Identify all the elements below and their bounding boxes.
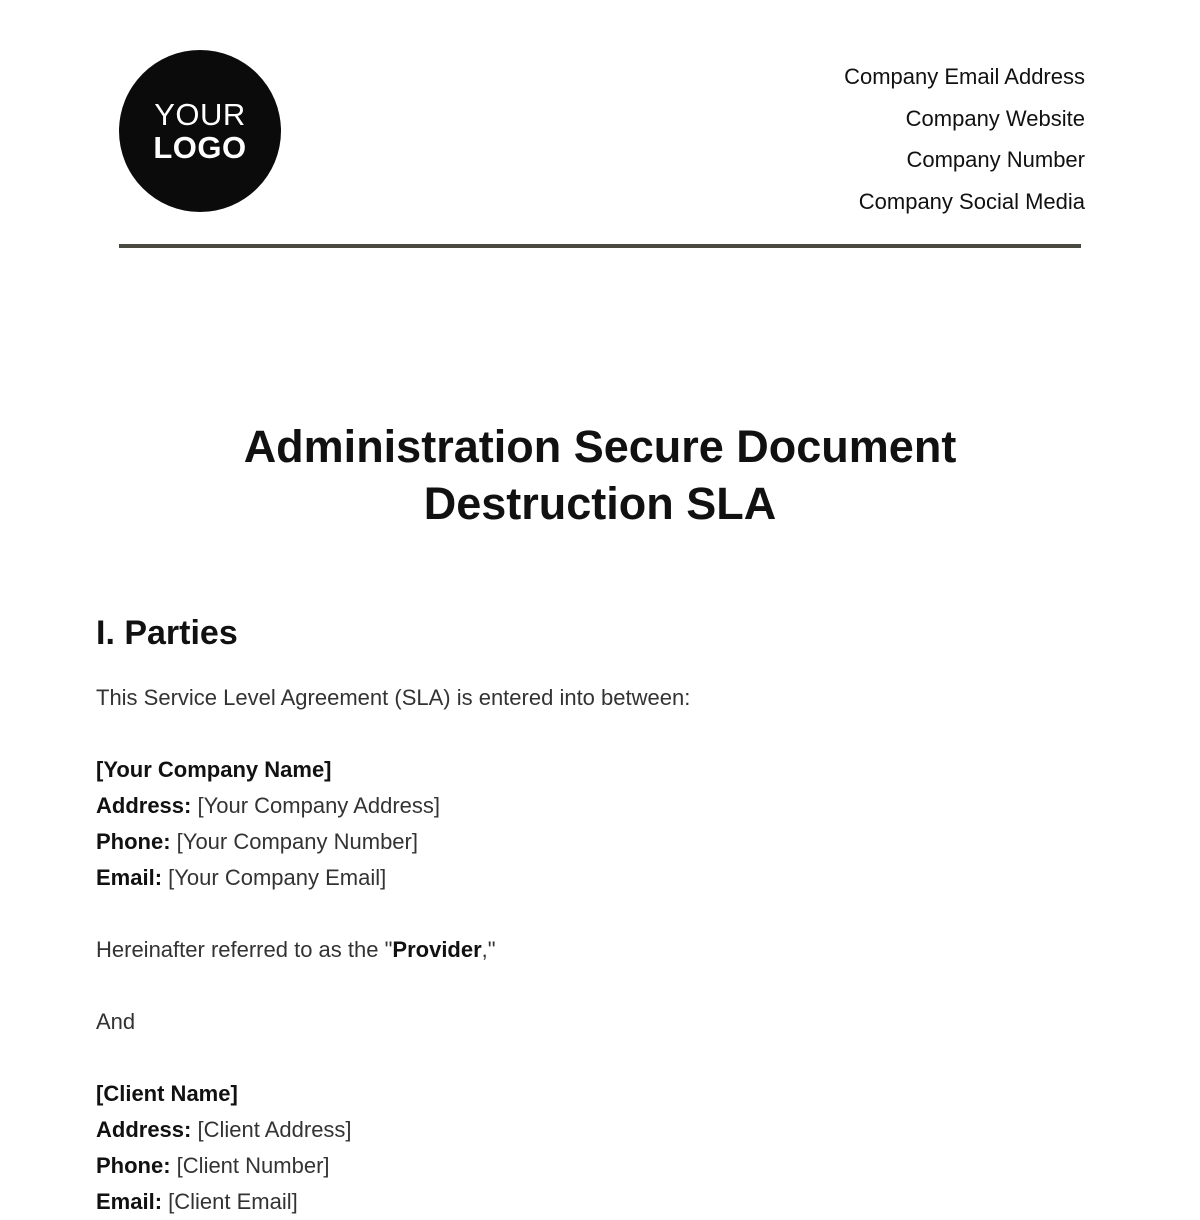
provider-email-label: Email: <box>96 865 163 890</box>
section-heading-parties: I. Parties <box>96 614 238 652</box>
company-email: Company Email Address <box>844 64 1085 89</box>
provider-name <box>96 752 690 788</box>
provider-address-label: Address: <box>96 793 192 818</box>
client-name <box>96 1076 690 1112</box>
provider-address-value: [Your Company Address] <box>191 793 441 818</box>
company-number: Company Number <box>906 147 1085 172</box>
spacer <box>96 716 690 752</box>
document-title-line-2: Destruction SLA <box>423 478 777 529</box>
provider-phone-label: Phone: <box>96 829 171 854</box>
document-title-line-1: Administration Secure Document <box>243 421 957 472</box>
client-phone-label: Phone: <box>96 1153 171 1178</box>
spacer <box>96 968 690 1004</box>
document-title <box>0 418 1200 532</box>
parties-section-body <box>96 680 690 1220</box>
provider-ref-term: Provider <box>392 937 482 962</box>
parties-intro: This Service Level Agreement (SLA) is entered into between: <box>96 685 691 710</box>
company-contact-block <box>844 56 1085 222</box>
logo-line-2: LOGO <box>153 130 247 165</box>
and-text: And <box>96 1009 136 1034</box>
company-website: Company Website <box>905 105 1085 131</box>
provider-phone-value: [Your Company Number] <box>170 829 418 854</box>
client-phone-value: [Client Number] <box>170 1153 330 1178</box>
provider-ref-prefix: Hereinafter referred to as the " <box>96 937 393 962</box>
client-address-label: Address: <box>96 1117 192 1142</box>
client-email <box>96 1184 690 1220</box>
provider-reference <box>96 932 690 968</box>
client-address <box>96 1112 690 1148</box>
header-divider <box>119 244 1081 248</box>
provider-ref-suffix: ," <box>481 937 496 962</box>
provider-phone <box>96 824 690 860</box>
spacer <box>96 1040 690 1076</box>
provider-address <box>96 788 690 824</box>
company-logo <box>119 50 281 212</box>
provider-email-value: [Your Company Email] <box>162 865 387 890</box>
provider-email <box>96 860 690 896</box>
client-address-value: [Client Address] <box>191 1117 352 1142</box>
provider-name-text: [Your Company Name] <box>96 757 332 782</box>
client-email-label: Email: <box>96 1189 163 1214</box>
spacer <box>96 896 690 932</box>
logo-line-1: YOUR <box>154 97 246 132</box>
client-email-value: [Client Email] <box>162 1189 298 1214</box>
client-name-text: [Client Name] <box>96 1081 238 1106</box>
company-social-media: Company Social Media <box>858 188 1085 214</box>
client-phone <box>96 1148 690 1184</box>
